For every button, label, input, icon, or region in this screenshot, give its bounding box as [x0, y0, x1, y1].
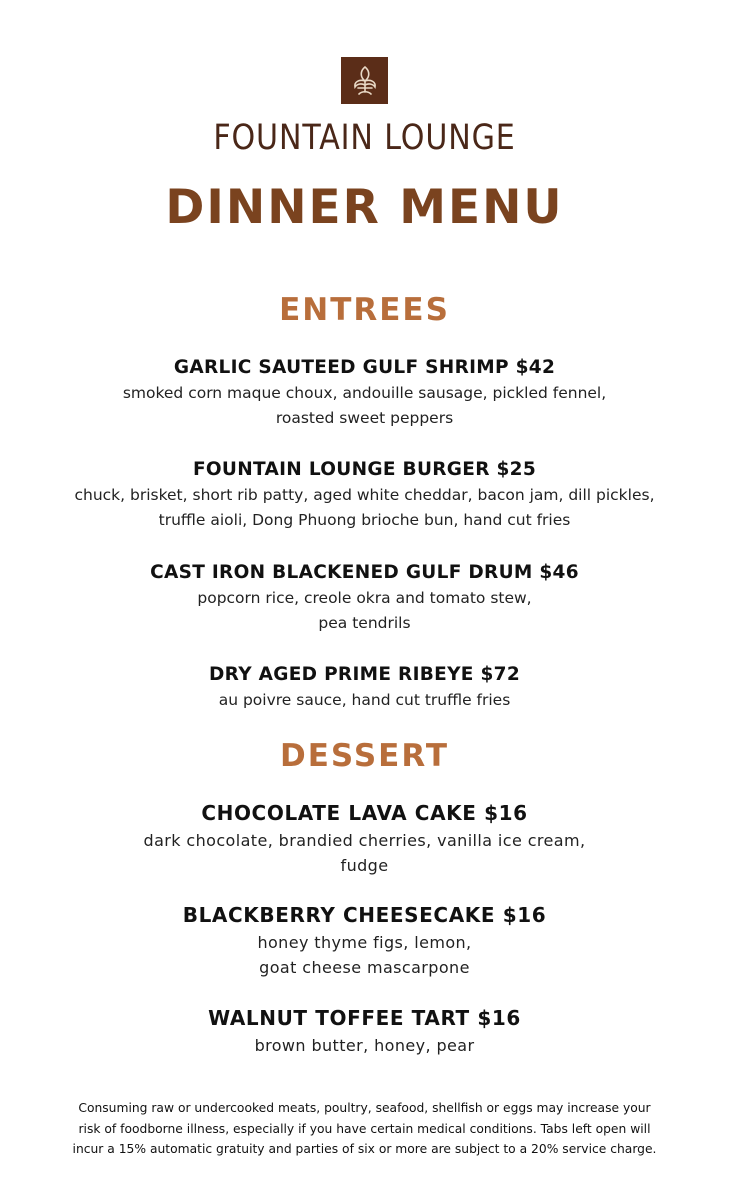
menu-item-description: smoked corn maque choux, andouille sausage, pickled fennel, roasted sweet peppers — [122, 384, 607, 427]
menu-item-name: CHOCOLATE LAVA CAKE $16 — [201, 801, 528, 825]
menu-item-name: FOUNTAIN LOUNGE BURGER $25 — [192, 459, 537, 480]
brand-logo — [341, 57, 388, 104]
menu-item-ribeye — [0, 664, 729, 713]
section-heading-entrees: ENTREES — [279, 292, 450, 328]
menu-item-cheesecake — [0, 903, 729, 980]
menu-item-name: GARLIC SAUTEED GULF SHRIMP $42 — [173, 357, 556, 378]
menu-item-drum — [0, 562, 729, 636]
menu-item-name: BLACKBERRY CHEESECAKE $16 — [182, 903, 547, 927]
menu-item-name: CAST IRON BLACKENED GULF DRUM $46 — [150, 562, 579, 583]
menu-item-name: DRY AGED PRIME RIBEYE $72 — [209, 664, 520, 685]
menu-item-burger — [0, 459, 729, 533]
menu-item-description: popcorn rice, creole okra and tomato stew, pea tendrils — [197, 589, 532, 632]
menu-item-description: brown butter, honey, pear — [254, 1036, 475, 1055]
page-title: DINNER MENU — [165, 180, 564, 235]
section-heading-dessert: DESSERT — [280, 738, 449, 774]
disclaimer-text: Consuming raw or undercooked meats, poultry, seafood, shellfish or eggs may increase your risk of foodborne illness, especially if you have certain medical conditions. Tabs left open will incur a 15% automatic gratuity and parties of six or more are subject to a 20% service charge. — [72, 1101, 657, 1156]
menu-item-description: au poivre sauce, hand cut truffle fries — [218, 691, 511, 709]
menu-item-description: honey thyme figs, lemon, goat cheese mascarpone — [257, 933, 472, 977]
menu-item-toffee-tart — [0, 1006, 729, 1058]
menu-item-lava-cake — [0, 801, 729, 878]
menu-item-description: chuck, brisket, short rib patty, aged white cheddar, bacon jam, dill pickles, truffle aioli, Dong Phuong brioche bun, hand cut fries — [74, 486, 655, 529]
menu-item-description: dark chocolate, brandied cherries, vanilla ice cream, fudge — [143, 831, 586, 875]
fleur-de-lis-icon — [345, 61, 385, 101]
menu-item-shrimp — [0, 357, 729, 431]
menu-item-name: WALNUT TOFFEE TART $16 — [208, 1006, 521, 1030]
brand-name: FOUNTAIN LOUNGE — [213, 118, 516, 158]
